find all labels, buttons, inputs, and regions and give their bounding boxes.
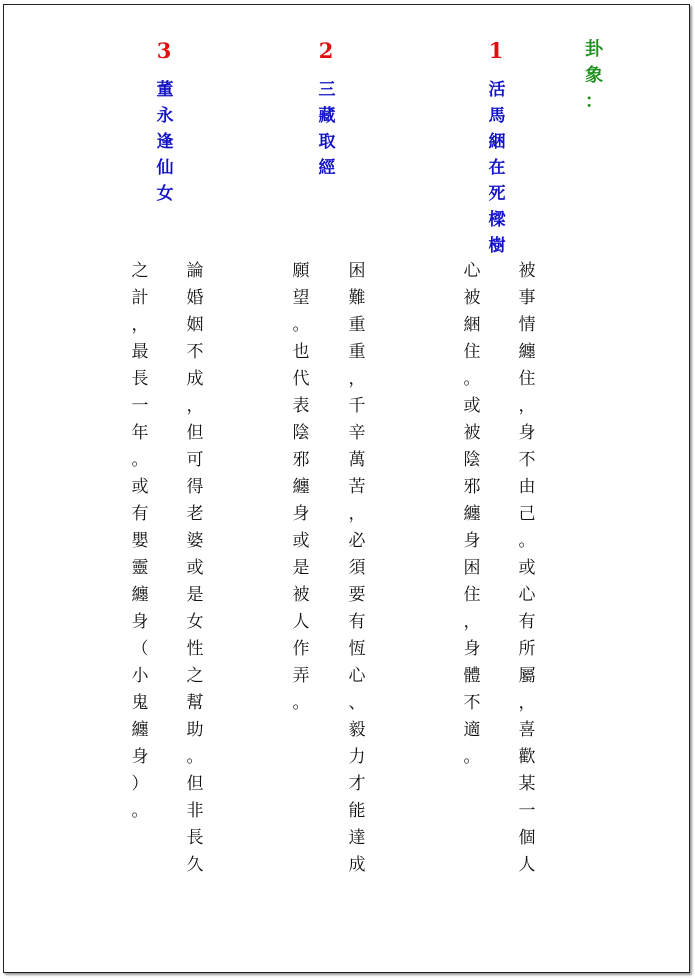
item-2-line-2: 願 望 。 也 代 表 陰 邪 纏 身 或 是 被 人 作 弄 。 bbox=[292, 261, 310, 713]
hexagram-label: 卦 象 ： bbox=[585, 39, 603, 112]
item-3-line-2: 之 計 ， 最 長 一 年 。 或 有 嬰 靈 纏 身 （ 小 鬼 纏 身 ） 。 bbox=[131, 261, 149, 821]
item-1-number: 1 bbox=[488, 38, 504, 63]
item-1-line-2: 心 被 綑 住 。 或 被 陰 邪 纏 身 困 住 ， 身 體 不 適 。 bbox=[463, 261, 481, 767]
item-3-title: 董 永 逢 仙 女 bbox=[156, 80, 174, 204]
item-2-number: 2 bbox=[318, 38, 334, 63]
item-2-title: 三 藏 取 經 bbox=[318, 80, 336, 178]
item-2-line-1: 困 難 重 重 ， 千 辛 萬 苦 ， 必 須 要 有 恆 心 、 毅 力 才 能 達 成 bbox=[348, 261, 366, 875]
item-3-line-1: 論 婚 姻 不 成 ， 但 可 得 老 婆 或 是 女 性 之 幫 助 。 但 非 長 久 bbox=[186, 261, 204, 875]
item-3-number: 3 bbox=[156, 38, 172, 63]
item-1-line-1: 被 事 情 纏 住 ， 身 不 由 己 。 或 心 有 所 屬 ， 喜 歡 某 一 個 人 bbox=[518, 261, 536, 875]
document-page bbox=[3, 4, 690, 973]
item-1-title: 活 馬 綑 在 死 樑 樹 bbox=[488, 80, 506, 256]
